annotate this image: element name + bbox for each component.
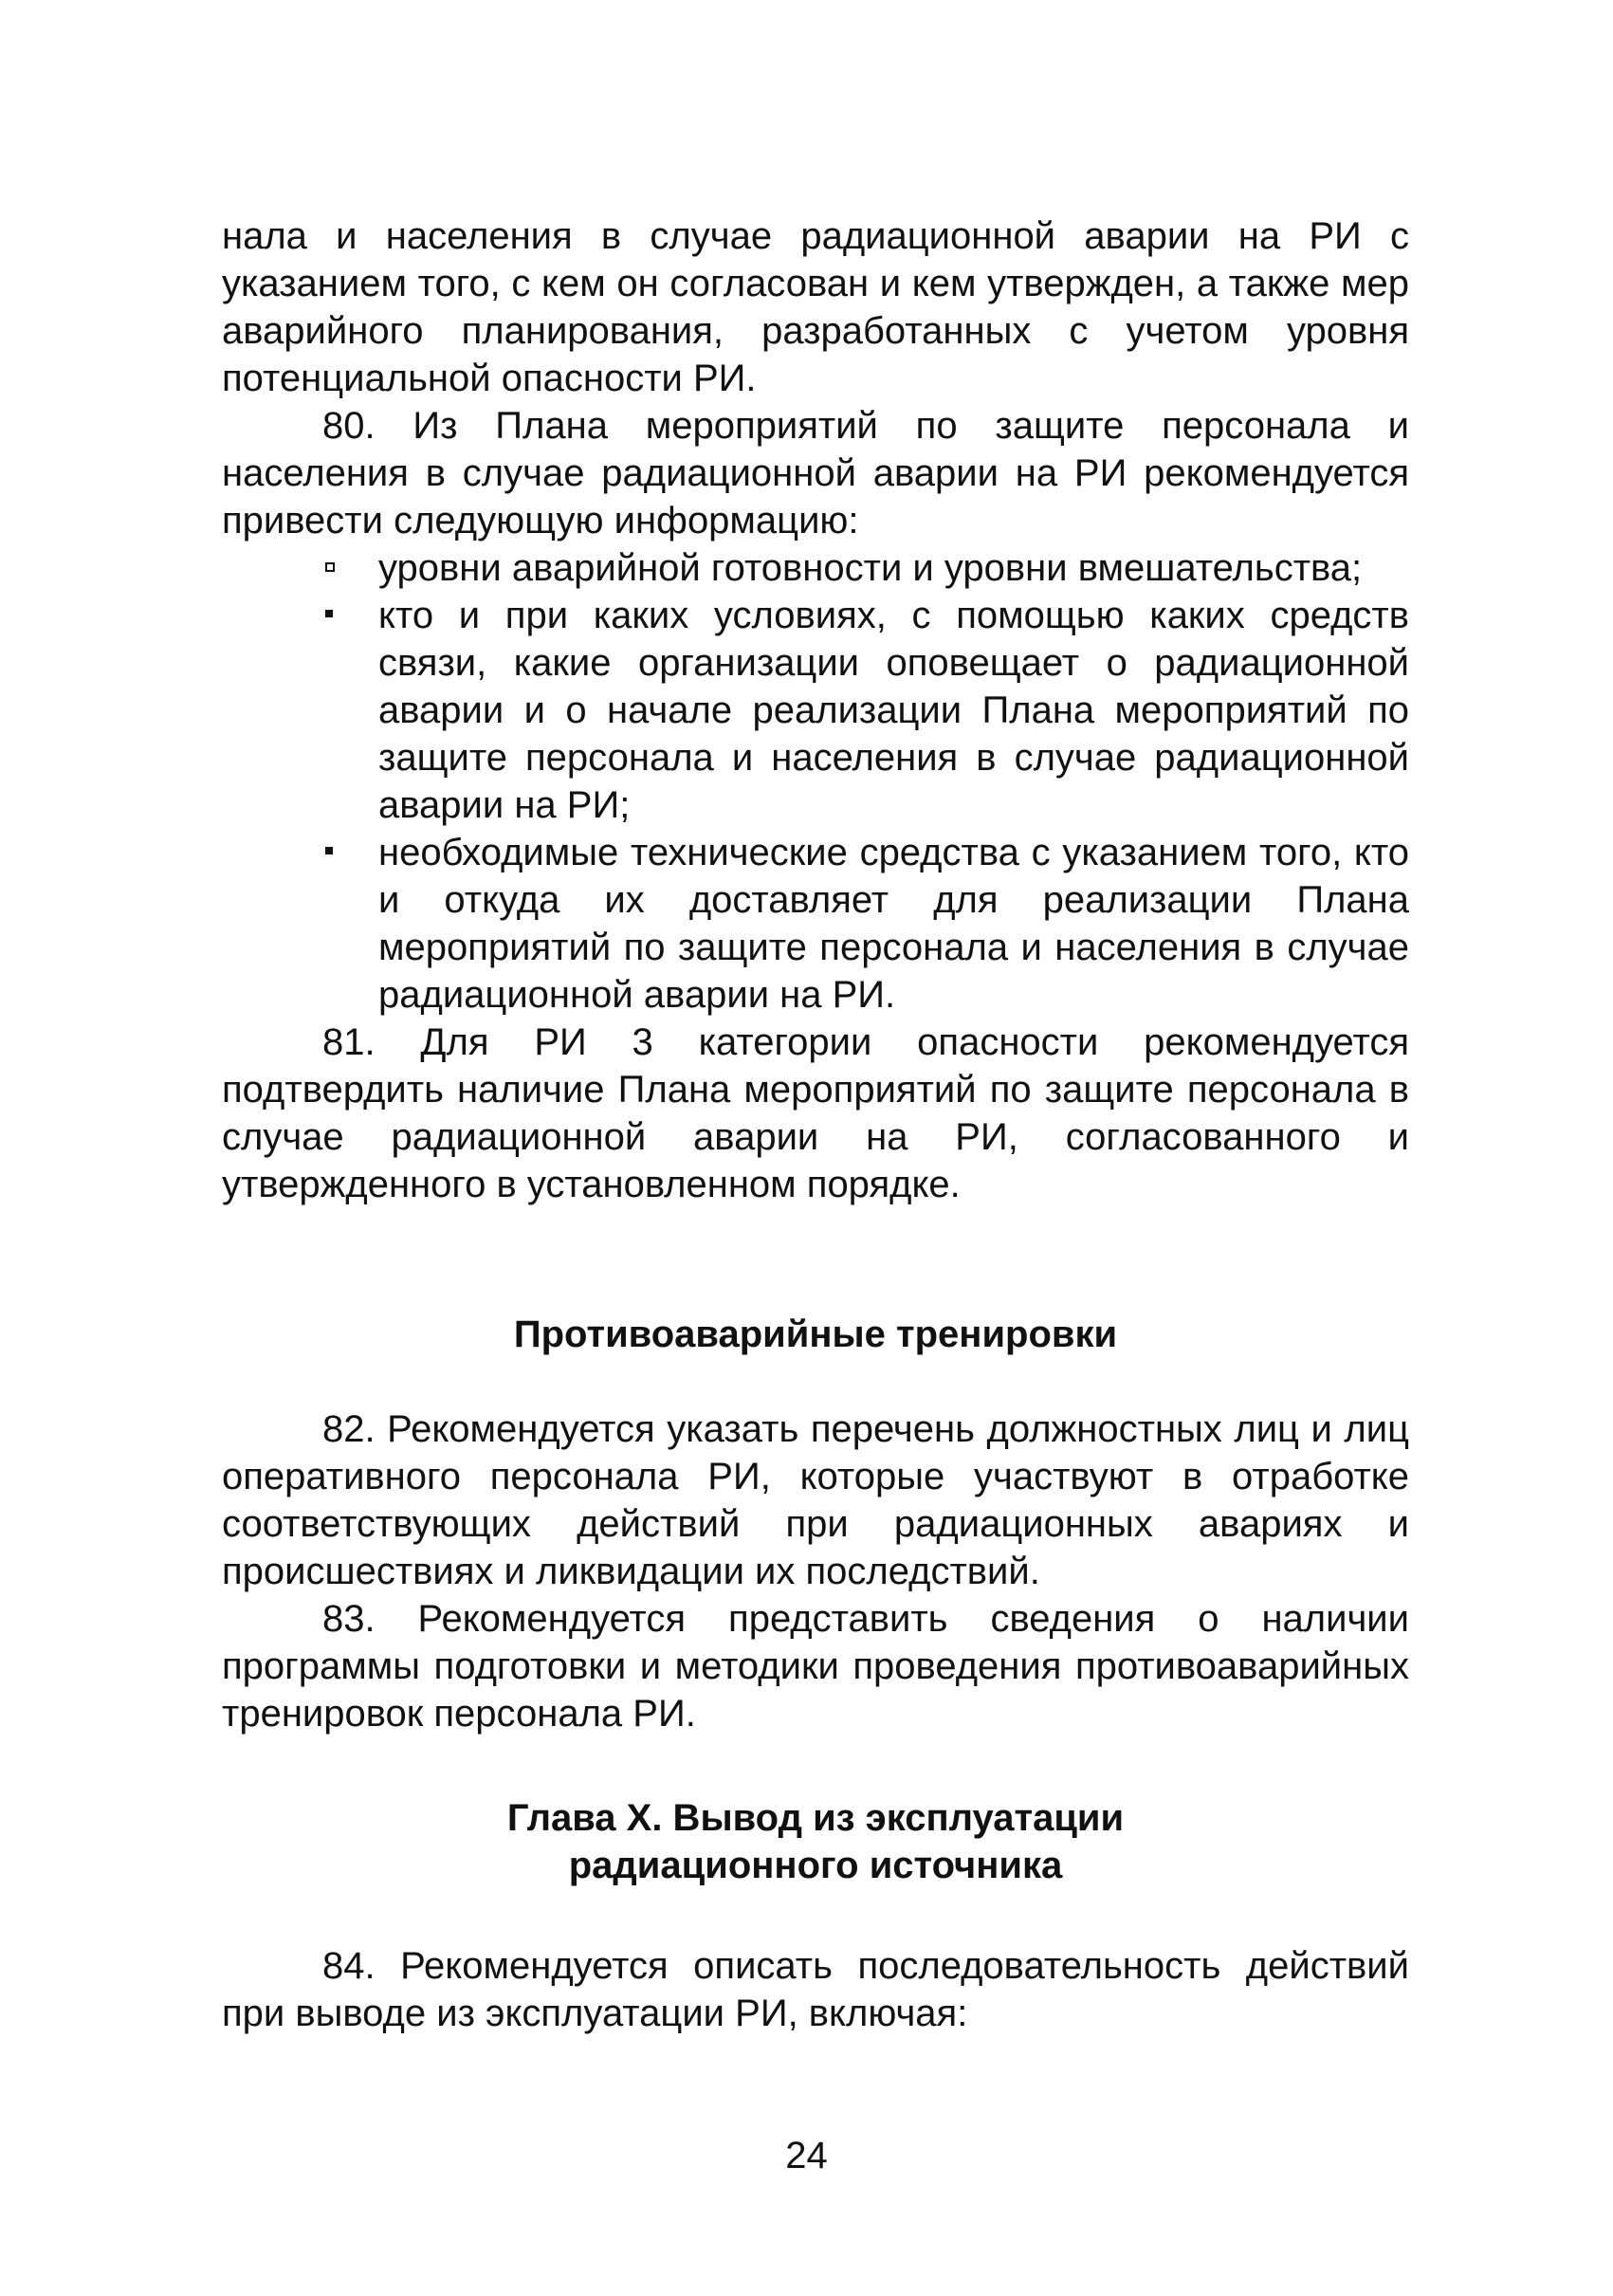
bullet-icon bbox=[325, 610, 333, 617]
list-item bbox=[378, 592, 1409, 829]
list-item-text: кто и при каких условиях, с помощью каких средств связи, какие организации оповещает о радиационной аварии и о начале реализации Плана мероприятий по защите персонала и населения в случае радиационной аварии на РИ; bbox=[378, 595, 1409, 826]
chapter-heading-line-2: радиационного источника bbox=[568, 1845, 1063, 1886]
list-item bbox=[378, 829, 1409, 1019]
bullet-list bbox=[222, 544, 1409, 1019]
chapter-heading-line-1: Глава X. Вывод из эксплуатации bbox=[506, 1797, 1125, 1839]
page-number: 24 bbox=[785, 2135, 828, 2177]
paragraph-80: 80. Из Плана мероприятий по защите персонала и населения в случае радиационной аварии на РИ рекомендуется привести следующую информацию: bbox=[222, 405, 1409, 542]
bullet-icon bbox=[325, 562, 335, 572]
paragraph-81: 81. Для РИ 3 категории опасности рекомендуется подтвердить наличие Плана мероприятий по защите персонала в случае радиационной аварии на РИ, согласованного и утвержденного в установленном порядке. bbox=[222, 1021, 1409, 1205]
chapter-heading bbox=[222, 1794, 1409, 1889]
list-item-text: необходимые технические средства с указанием того, кто и откуда их доставляет для реализации Плана мероприятий по защите персонала и населения в случае радиационной аварии на РИ. bbox=[378, 832, 1409, 1016]
paragraph-continuation: нала и населения в случае радиационной аварии на РИ с указанием того, с кем он согласован и кем утвержден, а также мер аварийного планирования, разработанных с учетом уровня потенциальной опасности РИ. bbox=[222, 215, 1409, 399]
paragraph-83: 83. Рекомендуется представить сведения о наличии программы подготовки и методики проведения противоаварийных тренировок персонала РИ. bbox=[222, 1598, 1409, 1735]
text-block-2 bbox=[222, 1405, 1409, 1737]
list-item bbox=[378, 544, 1409, 592]
bullet-icon bbox=[325, 847, 333, 854]
list-item-text: уровни аварийной готовности и уровни вмешательства; bbox=[378, 547, 1363, 589]
paragraph-82: 82. Рекомендуется указать перечень должностных лиц и лиц оперативного персонала РИ, которые участвуют в отработке соответствующих действий при радиационных авариях и происшествиях и ликвидации их последствий. bbox=[222, 1408, 1409, 1592]
text-block-1 bbox=[222, 212, 1409, 1208]
text-block-3 bbox=[222, 1942, 1409, 2037]
section-heading-drills: Противоаварийные тренировки bbox=[513, 1313, 1118, 1355]
paragraph-84: 84. Рекомендуется описать последовательность действий при выводе из эксплуатации РИ, включая: bbox=[222, 1945, 1409, 2034]
